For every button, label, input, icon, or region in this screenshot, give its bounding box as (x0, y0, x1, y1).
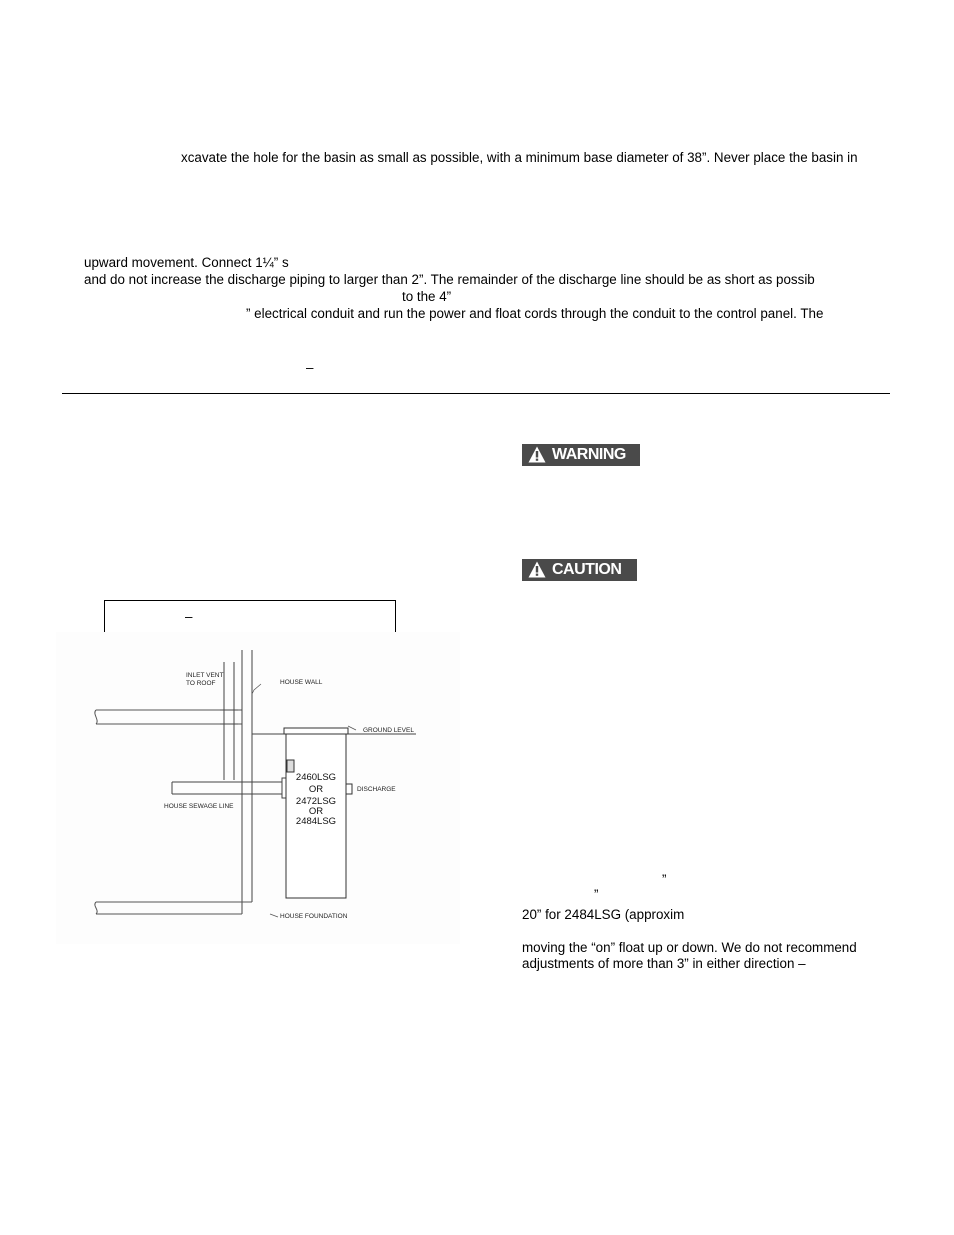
basin-model-2460: 2460LSG (295, 772, 337, 783)
float-height-2484: 20” for 2484LSG (approxim (522, 907, 685, 922)
float-adjust-line-2: adjustments of more than 3” in either direction – (522, 956, 806, 971)
house-wall-label: HOUSE WALL (280, 679, 323, 686)
install-text-line-5: ” electrical conduit and run the power and float cords through the conduit to the control panel. The (246, 306, 824, 321)
diagram-background (56, 632, 460, 944)
right-quote-1: ” (662, 872, 667, 887)
right-quote-2: ” (594, 887, 599, 902)
basin-or-1: OR (308, 784, 324, 795)
discharge-label: DISCHARGE (357, 786, 396, 793)
warning-triangle-icon (528, 446, 546, 463)
install-text-line-2: upward movement. Connect 1¼” s (84, 255, 289, 270)
ground-level-label: GROUND LEVEL (363, 727, 414, 734)
caution-label: CAUTION (552, 561, 622, 578)
install-text-line-6: – (306, 360, 314, 375)
install-text-line-1: xcavate the hole for the basin as small as possible, with a minimum base diameter of 38”. Never place the basin in (181, 150, 858, 165)
warning-label: WARNING (552, 446, 626, 463)
caution-triangle-icon (528, 561, 546, 578)
warning-badge (522, 444, 640, 466)
basin-model-2484: 2484LSG (295, 816, 337, 827)
caution-badge (522, 559, 637, 581)
basin-or-2: OR (308, 806, 324, 817)
installation-diagram (56, 632, 460, 944)
house-sewage-line-label: HOUSE SEWAGE LINE (164, 803, 234, 810)
to-roof-label: TO ROOF (186, 680, 216, 687)
house-foundation-label: HOUSE FOUNDATION (280, 913, 348, 920)
install-text-line-3: and do not increase the discharge piping to larger than 2”. The remainder of the discharge line should be as short as possib (84, 272, 815, 287)
figure-caption-dash: – (185, 609, 193, 624)
float-adjust-line-1: moving the “on” float up or down. We do not recommend (522, 940, 857, 955)
install-text-line-4: to the 4” (402, 289, 452, 304)
section-divider (62, 393, 890, 394)
inlet-vent-label: INLET VENT (186, 672, 224, 679)
basin-model-2472: 2472LSG (295, 796, 337, 807)
